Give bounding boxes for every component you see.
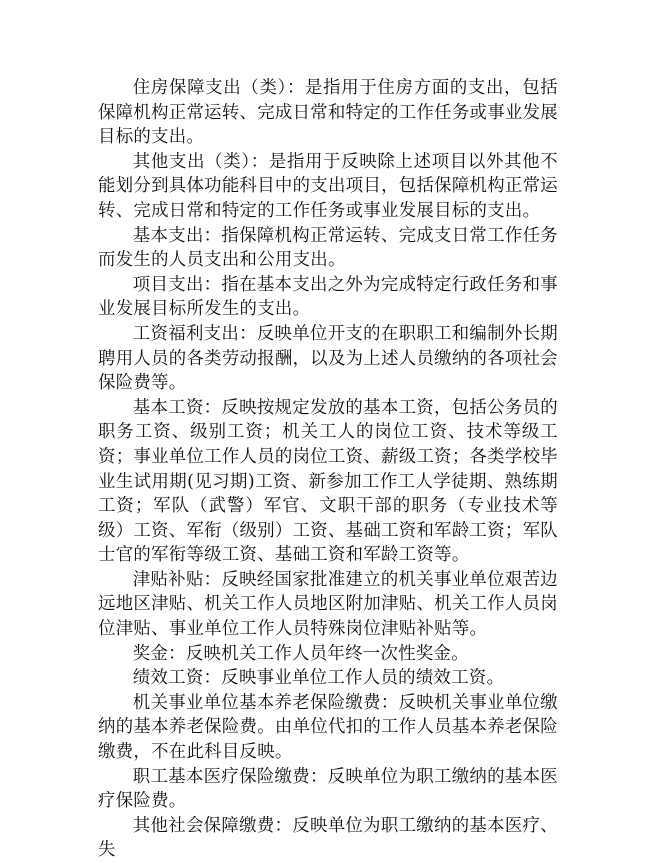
paragraph-pension-insurance: 机关事业单位基本养老保险缴费：反映机关事业单位缴纳的基本养老保险费。由单位代扣的工作人员基本养老保险缴费，不在此科目反映。 xyxy=(98,692,558,763)
paragraph-allowance-subsidy: 津贴补贴：反映经国家批准建立的机关事业单位艰苦边远地区津贴、机关工作人员地区附加津贴、机关工作人员岗位津贴、事业单位工作人员特殊岗位津贴补贴等。 xyxy=(98,569,558,640)
paragraph-performance-wage: 绩效工资：反映事业单位工作人员的绩效工资。 xyxy=(132,668,505,689)
document-body xyxy=(98,76,558,863)
paragraph-project-expenditure: 项目支出：指在基本支出之外为完成特定行政任务和事业发展目标所发生的支出。 xyxy=(98,274,558,320)
paragraph-housing-expenditure: 住房保障支出（类）：是指用于住房方面的支出，包括保障机构正常运转、完成日常和特定的工作任务或事业发展目标的支出。 xyxy=(98,78,558,148)
paragraph-medical-insurance: 职工基本医疗保险缴费：反映单位为职工缴纳的基本医疗保险费。 xyxy=(98,766,558,812)
paragraph-basic-wage: 基本工资：反映按规定发放的基本工资，包括公务员的职务工资、级别工资；机关工人的岗位工资、技术等级工资；事业单位工作人员的岗位工资、薪级工资；各类学校毕业生试用期(见习期)工资、新参加工作工人学徒期、熟练期工资；军队（武警）军官、文职干部的职务（专业技术等级）工资、军衔（级别）工资、基础工资和军龄工资；军队士官的军衔等级工资、基础工资和军龄工资等。 xyxy=(98,397,558,566)
paragraph-bonus: 奖金：反映机关工作人员年终一次性奖金。 xyxy=(132,643,469,664)
paragraph-wage-welfare: 工资福利支出：反映单位开支的在职职工和编制外长期聘用人员的各类劳动报酬，以及为上述人员缴纳的各项社会保险费等。 xyxy=(98,323,558,394)
paragraph-basic-expenditure: 基本支出：指保障机构正常运转、完成支日常工作任务而发生的人员支出和公用支出。 xyxy=(98,225,558,271)
paragraph-other-expenditure: 其他支出（类）：是指用于反映除上述项目以外其他不能划分到具体功能科目中的支出项目，包括保障机构正常运转、完成日常和特定的工作任务或事业发展目标的支出。 xyxy=(98,151,558,221)
paragraph-other-social-security: 其他社会保障缴费：反映单位为职工缴纳的基本医疗、失 xyxy=(98,815,558,861)
